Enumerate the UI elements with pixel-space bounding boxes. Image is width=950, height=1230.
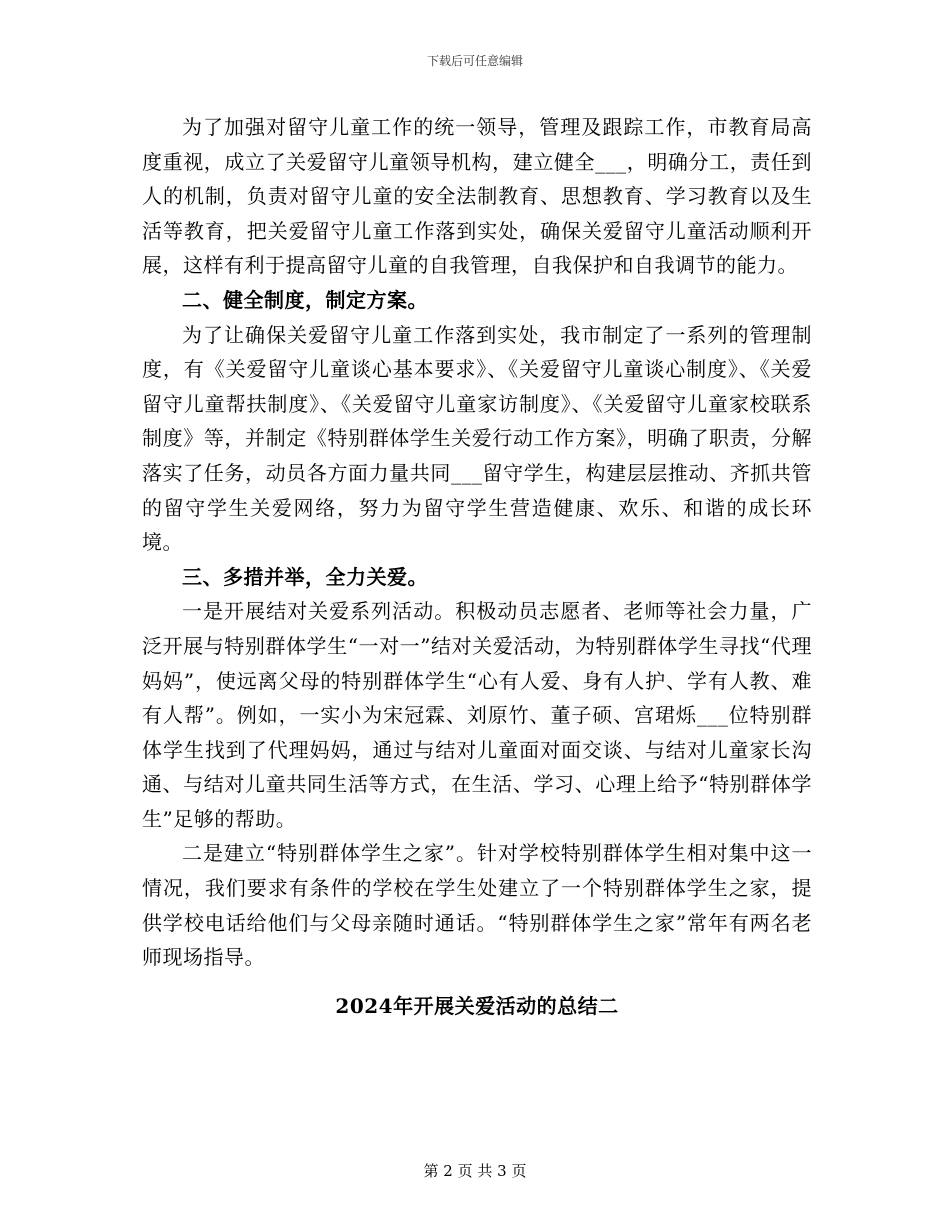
paragraph-pairing: 一是开展结对关爱系列活动。积极动员志愿者、老师等社会力量，广泛开展与特别群体学生“一对一”结对关爱活动，为特别群体学生寻找“代理妈妈”，使远离父母的特别群体学生“心有人爱、身有人护、学有人教、难有人帮”。例如，一实小为宋冠霖、刘原竹、董子硕、宫珺烁___位特别群体学生找到了代理妈妈，通过与结对儿童面对面交谈、与结对儿童家长沟通、与结对儿童共同生活等方式，在生活、学习、心理上给予“特别群体学生”足够的帮助。 xyxy=(142,599,812,831)
document-body xyxy=(142,110,812,1023)
paragraph-leadership: 为了加强对留守儿童工作的统一领导，管理及跟踪工作，市教育局高度重视，成立了关爱留守儿童领导机构，建立健全___，明确分工，责任到人的机制，负责对留守儿童的安全法制教育、思想教育、学习教育以及生活等教育，把关爱留守儿童工作落到实处，确保关爱留守儿童活动顺利开展，这样有利于提高留守儿童的自我管理，自我保护和自我调节的能力。 xyxy=(142,115,812,278)
paragraph-systems: 为了让确保关爱留守儿童工作落到实处，我市制定了一系列的管理制度，有《关爱留守儿童谈心基本要求》、《关爱留守儿童谈心制度》、《关爱留守儿童帮扶制度》、《关爱留守儿童家访制度》、《关爱留守儿童家校联系制度》等，并制定《特别群体学生关爱行动工作方案》，明确了职责，分解落实了任务，动员各方面力量共同___留守学生，构建层层推动、齐抓共管的留守学生关爱网络，努力为留守学生营造健康、欢乐、和谐的成长环境。 xyxy=(142,322,812,555)
section-heading-2: 二、健全制度，制定方案。 xyxy=(182,287,428,312)
document-subtitle: 2024年开展关爱活动的总结二 xyxy=(335,993,619,1018)
paragraph-student-home: 二是建立“特别群体学生之家”。针对学校特别群体学生相对集中这一情况，我们要求有条件的学校在学生处建立了一个特别群体学生之家，提供学校电话给他们与父母亲随时通话。“特别群体学生之家”常年有两名老师现场指导。 xyxy=(142,841,812,970)
header-note: 下载后可任意编辑 xyxy=(426,54,523,68)
section-heading-3: 三、多措并举，全力关爱。 xyxy=(182,564,428,589)
page-number: 第 2 页 共 3 页 xyxy=(423,1162,527,1180)
